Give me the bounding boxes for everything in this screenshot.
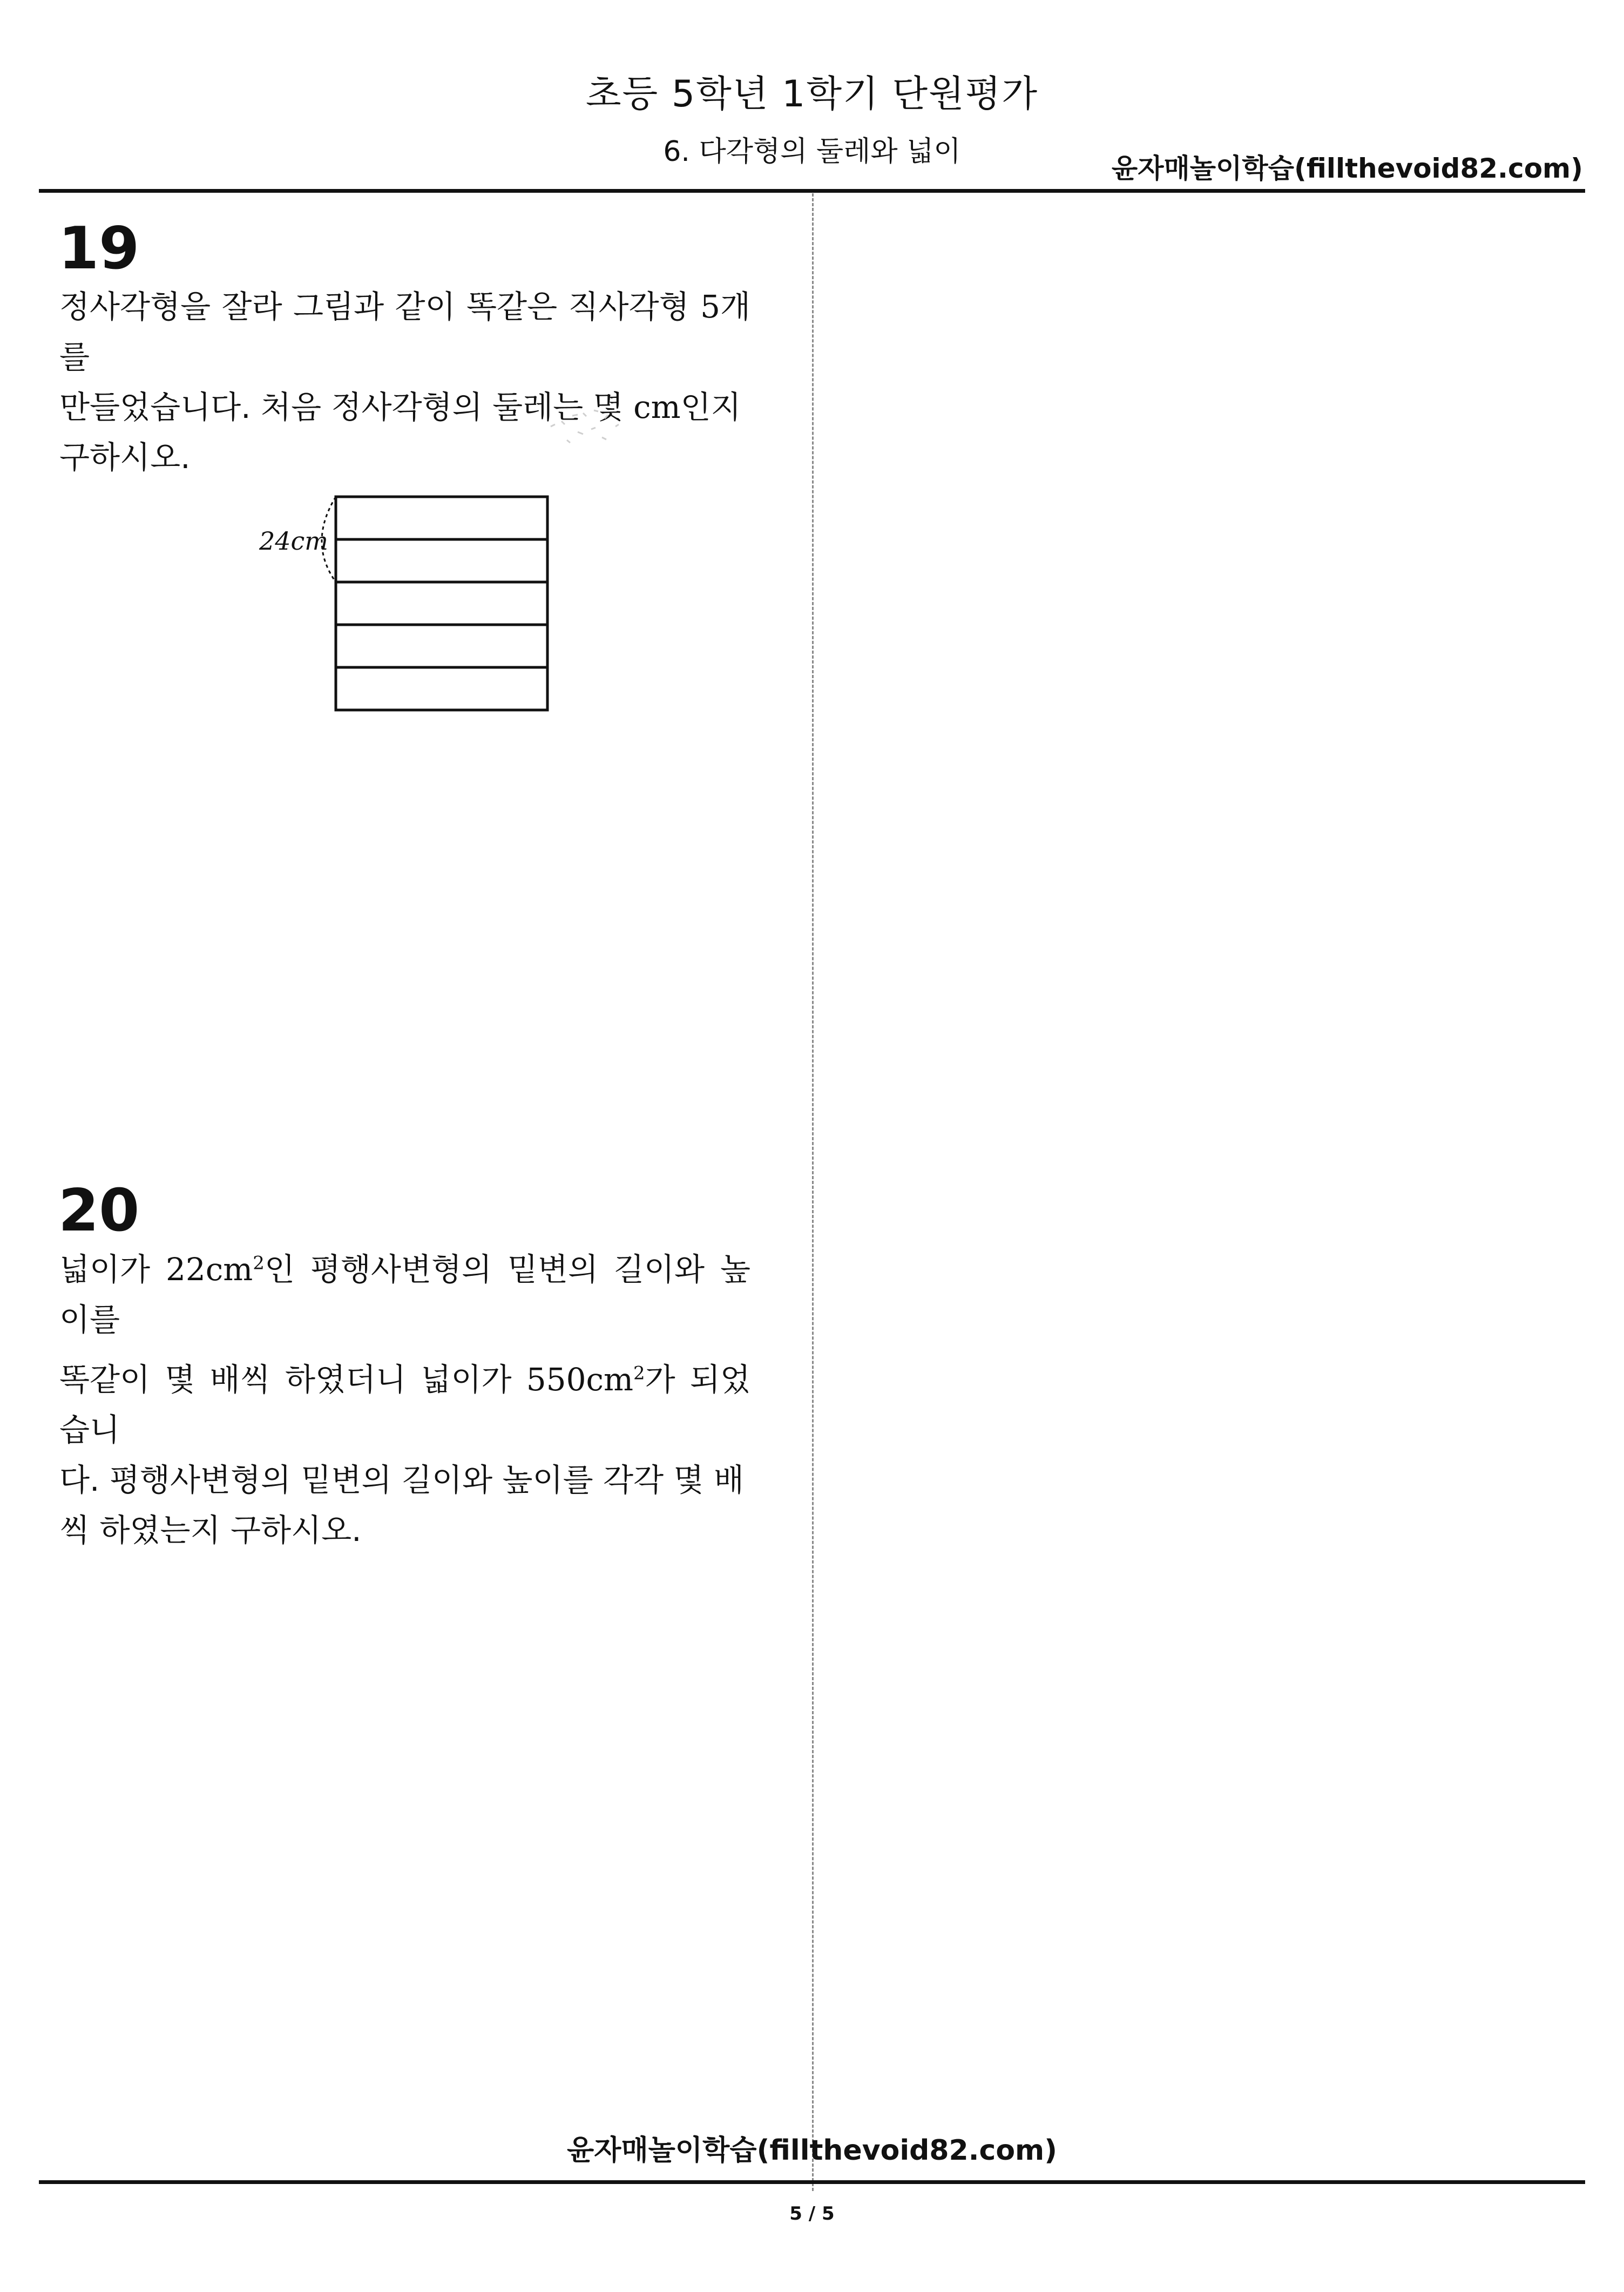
- stacked-rectangles-diagram: [248, 491, 561, 718]
- header-brand: 윤자매놀이학습(fillthevoid82.com): [1111, 153, 1583, 184]
- footer-rule: [39, 2180, 1585, 2184]
- footer-brand: 윤자매놀이학습(fillthevoid82.com): [566, 2134, 1057, 2167]
- q20-line-4: 씩 하였는지 구하시오.: [59, 1512, 362, 1549]
- page-number: 5 / 5: [789, 2203, 835, 2225]
- question-19-text: [59, 282, 750, 483]
- question-20-text: [59, 1245, 750, 1556]
- q19-line-1: 정사각형을 잘라 그림과 같이 똑같은 직사각형 5개를: [59, 288, 750, 375]
- outer-square: [336, 497, 547, 710]
- question-number-19: 19: [58, 215, 140, 282]
- unit-subtitle: 6. 다각형의 둘레와 넓이: [663, 136, 961, 168]
- question-number-20: 20: [58, 1177, 140, 1245]
- q20-line-1: 넓이가 $22cm^2$인 평행사변형의 밑변의 길이와 높이를: [59, 1251, 750, 1338]
- header-rule: [39, 189, 1585, 193]
- page-title: 초등 5학년 1학기 단원평가: [585, 73, 1039, 116]
- q19-line-2: 만들었습니다. 처음 정사각형의 둘레는 몇 cm인지: [59, 389, 741, 425]
- column-divider: [812, 193, 814, 2191]
- faint-scribble-mark: [540, 389, 637, 470]
- q20-line-2: 똑같이 몇 배씩 하였더니 넓이가 $550cm^2$가 되었습니: [59, 1361, 750, 1448]
- dimension-label: 24cm: [259, 526, 328, 556]
- rectangles-figure: [248, 491, 561, 720]
- q20-line-3: 다. 평행사변형의 밑변의 길이와 높이를 각각 몇 배: [59, 1462, 745, 1498]
- q19-line-3: 구하시오.: [59, 439, 191, 476]
